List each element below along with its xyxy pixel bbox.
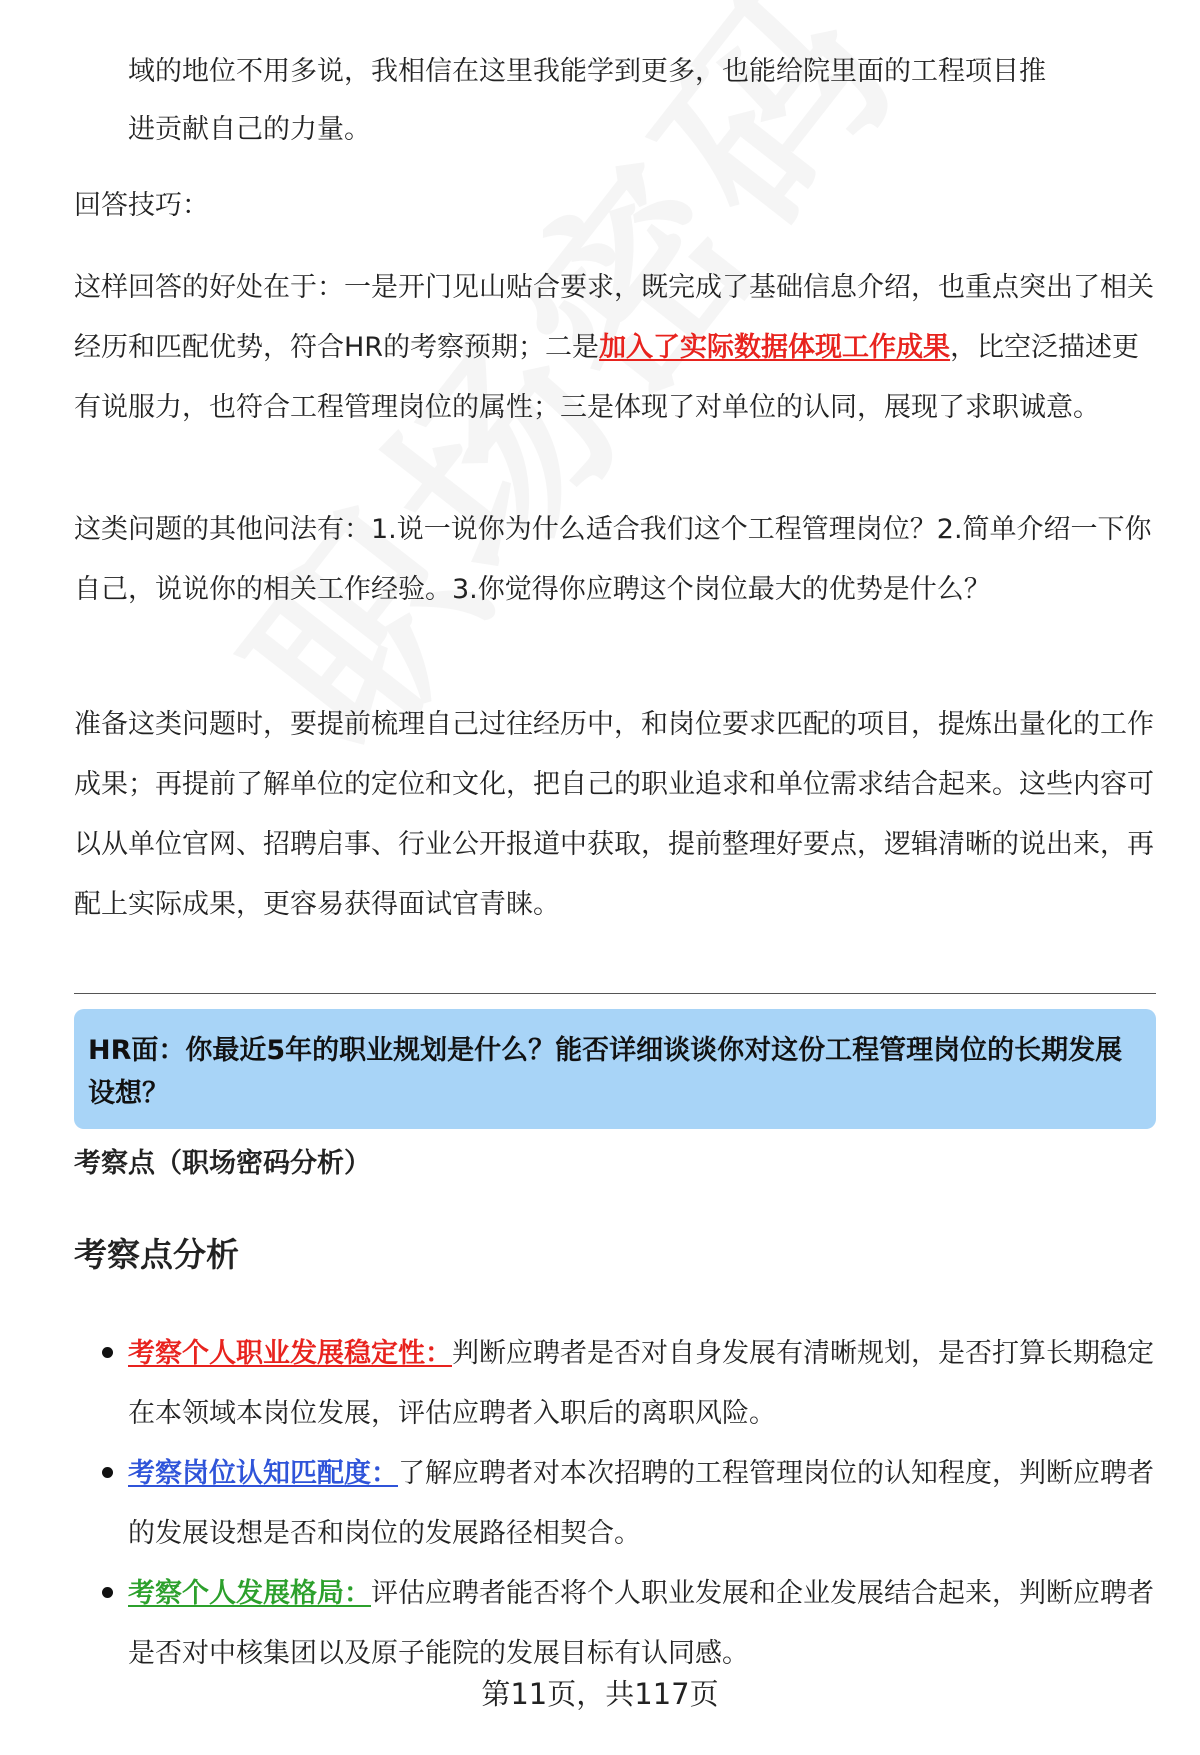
bullet-title: 考察岗位认知匹配度： — [128, 1458, 398, 1489]
hr-question-box — [74, 1009, 1156, 1129]
benefit-paragraph — [74, 258, 1154, 438]
section-heading-small: 考察点（职场密码分析） — [74, 1148, 371, 1179]
intro-line-1: 域的地位不用多说，我相信在这里我能学到更多，也能给院里面的工程项目推 — [128, 56, 1046, 87]
bullet-text: 了解应聘者对本次招聘的工程管理岗位的认知程度，判断应聘者的发展设想是否和岗位的发展路径相契合。 — [128, 1458, 1154, 1549]
tips-label: 回答技巧： — [74, 190, 209, 221]
prep-paragraph: 准备这类问题时，要提前梳理自己过往经历中，和岗位要求匹配的项目，提炼出量化的工作成果；再提前了解单位的定位和文化，把自己的职业追求和单位需求结合起来。这些内容可以从单位官网、招聘启事、行业公开报道中获取，提前整理好要点，逻辑清晰的说出来，再配上实际成果，更容易获得面试官青睐。 — [74, 709, 1154, 920]
bullet-dot-icon — [102, 1467, 113, 1478]
bullet-dot-icon — [102, 1587, 113, 1598]
other-questions-paragraph: 这类问题的其他问法有：1.说一说你为什么适合我们这个工程管理岗位？2.简单介绍一下你自己，说说你的相关工作经验。3.你觉得你应聘这个岗位最大的优势是什么？ — [74, 514, 1152, 605]
bullet-title: 考察个人发展格局： — [128, 1578, 371, 1609]
hr-question: HR面：你最近5年的职业规划是什么？能否详细谈谈你对这份工程管理岗位的长期发展设想？ — [88, 1035, 1123, 1109]
benefit-text-1: 这样回答的好处在于：一是开门见山贴合要求，既完成了基础信息介绍，也重点突出了相关经历和匹配优势，符合HR的考察预期；二是 — [74, 272, 1154, 363]
benefit-highlight: 加入了实际数据体现工作成果 — [599, 332, 951, 363]
benefit-text-2: ，比空泛描述更有说服力，也符合工程管理岗位的属性；三是体现了对单位的认同，展现了求职诚意。 — [74, 332, 1140, 423]
bullet-text: 判断应聘者是否对自身发展有清晰规划，是否打算长期稳定在本领域本岗位发展，评估应聘者入职后的离职风险。 — [128, 1338, 1154, 1429]
list-item — [128, 1444, 1158, 1564]
page-footer: 第11页，共117页 — [481, 1677, 719, 1711]
list-item — [128, 1324, 1158, 1444]
bullet-dot-icon — [102, 1347, 113, 1358]
list-item — [128, 1564, 1158, 1684]
section-heading: 考察点分析 — [74, 1235, 239, 1274]
bullet-title: 考察个人职业发展稳定性： — [128, 1338, 452, 1369]
bullet-text: 评估应聘者能否将个人职业发展和企业发展结合起来，判断应聘者是否对中核集团以及原子能院的发展目标有认同感。 — [128, 1578, 1154, 1669]
divider — [74, 993, 1156, 994]
intro-line-2: 进贡献自己的力量。 — [128, 114, 371, 145]
